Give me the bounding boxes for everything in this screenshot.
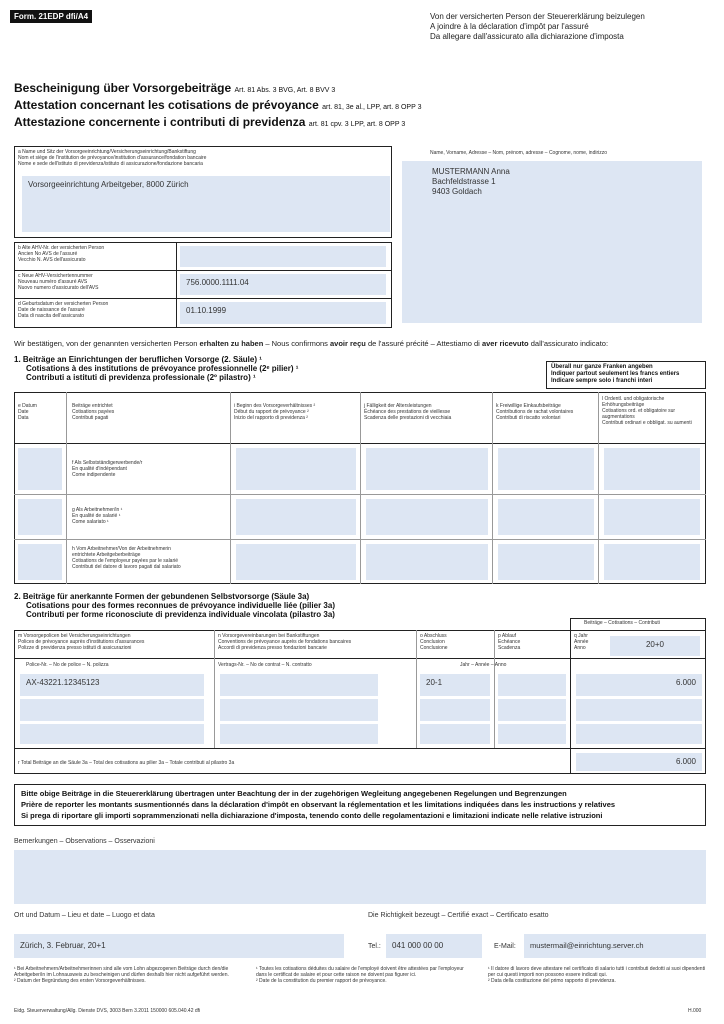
row-g-de: g Als Arbeitnehmer/in ¹ bbox=[72, 507, 123, 513]
total-3a-value-field[interactable]: 6.000 bbox=[576, 753, 702, 771]
total-3a-label: r Total Beiträge an die Säule 3a – Total des cotisations au pilier 3a – Totale contributi al pilastro 3a bbox=[18, 760, 235, 766]
col-m-header bbox=[18, 633, 144, 651]
email-field[interactable]: mustermail@einrichtung.server.ch bbox=[524, 934, 706, 958]
col-q-it: Anno bbox=[574, 645, 586, 651]
notice-de: Bitte obige Beiträge in die Steuererklärung übertragen unter Beachtung der in der zugehörigen Wegleitung angegebenen Regelungen und Begrenzungen bbox=[21, 789, 567, 798]
col-k-header bbox=[496, 403, 573, 421]
title-fr bbox=[14, 98, 421, 115]
row-h-maturity-field[interactable] bbox=[366, 544, 488, 580]
title-it-ref: art. 81 cpv. 3 LPP, art. 8 OPP 3 bbox=[308, 121, 406, 128]
row-f-buyin-field[interactable] bbox=[498, 448, 594, 490]
recipient-address-field[interactable] bbox=[402, 161, 702, 323]
place-date-label: Ort und Datum – Lieu et date – Luogo et data bbox=[14, 912, 155, 919]
col-n-header bbox=[218, 633, 351, 651]
row-h-date-field[interactable] bbox=[18, 544, 62, 580]
footnotes-fr bbox=[256, 966, 466, 984]
row-h-de: h Vom Arbeitnehmer/Von der Arbeitnehmerin bbox=[72, 546, 171, 552]
recipient-city: 9403 Goldach bbox=[432, 187, 482, 196]
section-b-label-de: b Alte AHV-Nr. der versicherten Person bbox=[18, 245, 105, 251]
row-f-begin-field[interactable] bbox=[236, 448, 356, 490]
notice-fr: Prière de reporter les montants susmentionnés dans la déclaration d'impôt en observant la réglementation et les limitations indiquées dans les instructions y relatives bbox=[21, 800, 616, 809]
col-p-de: p Ablauf bbox=[498, 633, 517, 639]
col-e-fr: Date bbox=[18, 409, 29, 415]
col-n-it: Accordi di previdenza presso fondazioni bancarie bbox=[218, 645, 327, 651]
confirmation-statement bbox=[14, 339, 608, 348]
police-number-label: Police-Nr. – No de police – N. polizza bbox=[26, 662, 109, 668]
sec2-col-divider-3 bbox=[494, 630, 495, 748]
col-k-de: k Freiwillige Einkaufsbeiträge bbox=[496, 403, 561, 409]
col-i-de: i Beginn des Vorsorgeverhältnisses ² bbox=[234, 403, 316, 409]
policy-number-field-1[interactable]: AX-43221.12345123 bbox=[20, 674, 204, 696]
col-o-header bbox=[420, 633, 448, 651]
section-b-label bbox=[18, 245, 104, 263]
col-m-de: m Vorsorgepolicen bei Versicherungseinrichtungen bbox=[18, 633, 131, 639]
title-it-main: Attestazione concernente i contributi di previdenza bbox=[14, 115, 306, 129]
confirm-text-4: dall'assicurato indicato: bbox=[528, 339, 609, 348]
col-p-header bbox=[498, 633, 520, 651]
row-f-de: f Als Selbstständigerwerbende/r bbox=[72, 460, 143, 466]
contribution-amount-field-1[interactable]: 6.000 bbox=[576, 674, 702, 696]
row-g-date-field[interactable] bbox=[18, 499, 62, 535]
section-1-title bbox=[14, 355, 298, 382]
row-h-label bbox=[72, 546, 181, 570]
conclusion-year-field-2[interactable] bbox=[420, 699, 490, 721]
expiry-year-field-1[interactable] bbox=[498, 674, 566, 696]
col-i-header bbox=[234, 403, 315, 421]
sec1-col-divider-3 bbox=[360, 392, 361, 584]
col-l-header bbox=[602, 396, 702, 426]
col-contrib-de: Beiträge entrichtet bbox=[72, 403, 113, 409]
section-c-label bbox=[18, 273, 98, 291]
col-m-it: Polizze di previdenza presso istituti di assicurazioni bbox=[18, 645, 132, 651]
expiry-year-field-2[interactable] bbox=[498, 699, 566, 721]
col-l-fr: Cotisations ord. et obligatoire sur augmentations bbox=[602, 408, 676, 420]
col-j-it: Scadenza delle prestazioni di vecchiaia bbox=[364, 415, 452, 421]
certified-label: Die Richtigkeit bezeugt – Certifié exact – Certificato esatto bbox=[368, 912, 549, 919]
row-g-begin-field[interactable] bbox=[236, 499, 356, 535]
row-f-label bbox=[72, 460, 142, 478]
col-o-it: Conclusione bbox=[420, 645, 448, 651]
col-p-fr: Echéance bbox=[498, 639, 521, 645]
section-a-label-de: a Name und Sitz der Vorsorgeeinrichtung/Versicherungseinrichtung/Bankstiftung bbox=[18, 149, 196, 155]
row-h-fr: Cotisations de l'employeur payées par le salarié bbox=[72, 558, 179, 564]
conclusion-year-field-1[interactable]: 20-1 bbox=[420, 674, 490, 696]
col-q-fr: Année bbox=[574, 639, 589, 645]
footnote-fr-2: ² Date de la constitution du premier rapport de prévoyance. bbox=[256, 978, 387, 984]
year-column-label: Jahr – Année – Anno bbox=[460, 662, 507, 668]
contribution-amount-field-3[interactable] bbox=[576, 724, 702, 744]
col-contrib-it: Contributi pagati bbox=[72, 415, 109, 421]
whole-francs-note bbox=[546, 361, 706, 389]
imprint-right: H.000 bbox=[688, 1008, 702, 1014]
row-h-increase-field[interactable] bbox=[604, 544, 700, 580]
confirm-text-1: Wir bestätigen, von der genannten versicherten Person bbox=[14, 339, 200, 348]
new-ahv-number-field[interactable]: 756.0000.1111.04 bbox=[180, 274, 386, 295]
institution-name-field[interactable]: Vorsorgeeinrichtung Arbeitgeber, 8000 Zürich bbox=[22, 176, 390, 232]
expiry-year-field-3[interactable] bbox=[498, 724, 566, 744]
row-g-label bbox=[72, 507, 122, 525]
row-f-maturity-field[interactable] bbox=[366, 448, 488, 490]
note-it: Indicare sempre solo i franchi interi bbox=[551, 378, 653, 384]
divider-cd bbox=[14, 298, 392, 299]
sec1-col-divider-1 bbox=[66, 392, 67, 584]
footnote-de-1: ¹ Bei Arbeitnehmern/Arbeitnehmerinnen sind alle vom Lohn abgezogenen Beiträge durch den/die Arbeitgeber/in im Lohnausweis zu bescheinigen und dürfen deshalb hier nicht aufgeführt werden. bbox=[14, 966, 229, 978]
note-de: Überall nur ganze Franken angeben bbox=[551, 364, 653, 370]
title-de-main: Bescheinigung über Vorsorgebeiträge bbox=[14, 81, 232, 95]
confirm-text-2: – Nous confirmons bbox=[263, 339, 330, 348]
title-it bbox=[14, 115, 421, 132]
row-g-increase-field[interactable] bbox=[604, 499, 700, 535]
imprint-left: Eidg. Steuerverwaltung/Allg. Dienste DVS, 3003 Bern 3.2011 150000 605.040.42 dfi bbox=[14, 1008, 201, 1014]
row-h-begin-field[interactable] bbox=[236, 544, 356, 580]
confirm-text-3: de l'assuré précité – Attestiamo di bbox=[365, 339, 482, 348]
remarks-label: Bemerkungen – Observations – Osservazioni bbox=[14, 838, 155, 845]
title-de bbox=[14, 81, 421, 98]
col-j-de: j Fälligkeit der Altersleistungen bbox=[364, 403, 432, 409]
section-c-label-it: Nuovo numero d'assicurato dell'AVS bbox=[18, 285, 99, 291]
contract-number-label: Vertrags-Nr. – No de contrat – N. contratto bbox=[218, 662, 312, 668]
phone-label: Tel.: bbox=[368, 943, 381, 950]
col-k-fr: Contributions de rachat volontaires bbox=[496, 409, 574, 415]
remarks-field[interactable] bbox=[14, 850, 706, 904]
col-o-de: o Abschluss bbox=[420, 633, 447, 639]
col-p-it: Scadenza bbox=[498, 645, 521, 651]
sec1-col-divider-2 bbox=[230, 392, 231, 584]
phone-field[interactable]: 041 000 00 00 bbox=[386, 934, 482, 958]
section-c-label-fr: Nouveau numéro d'assuré AVS bbox=[18, 279, 88, 285]
policy-number-field-2[interactable] bbox=[20, 699, 204, 721]
title-fr-main: Attestation concernant les cotisations de prévoyance bbox=[14, 98, 319, 112]
row-h-buyin-field[interactable] bbox=[498, 544, 594, 580]
col-contrib-header bbox=[72, 403, 114, 421]
recipient-street: Bachfeldstrasse 1 bbox=[432, 177, 496, 186]
email-label: E-Mail: bbox=[494, 943, 516, 950]
row-f-date-field[interactable] bbox=[18, 448, 62, 490]
section-2-title-de: 2. Beiträge für anerkannte Formen der gebundenen Selbstvorsorge (Säule 3a) bbox=[14, 592, 310, 601]
section-a-label-it: Nome e sede dell'istituto di previdenza/istituto di assicurazione/fondazione bancaria bbox=[18, 161, 203, 167]
sec1-col-divider-5 bbox=[598, 392, 599, 584]
row-f-it: Come indipendente bbox=[72, 472, 116, 478]
row-h-it: Contributi del datore di lavoro pagati dal salariato bbox=[72, 564, 181, 570]
section-2-amount-head: Beiträge – Cotisations – Contributi bbox=[584, 620, 660, 626]
row-f-increase-field[interactable] bbox=[604, 448, 700, 490]
contract-number-field-1[interactable] bbox=[220, 674, 378, 696]
section-b-label-fr: Ancien No AVS de l'assuré bbox=[18, 251, 78, 257]
footnotes-de bbox=[14, 966, 240, 984]
contribution-amount-field-2[interactable] bbox=[576, 699, 702, 721]
section-d-label-it: Data di nascita dell'assicurato bbox=[18, 313, 84, 319]
divider-bc bbox=[14, 270, 392, 271]
tax-return-notice bbox=[14, 784, 706, 826]
col-e-de: e Datum bbox=[18, 403, 37, 409]
title-de-ref: Art. 81 Abs. 3 BVG, Art. 8 BVV 3 bbox=[234, 87, 336, 94]
confirm-bold-3: aver ricevuto bbox=[481, 339, 529, 348]
col-q-header bbox=[574, 633, 588, 651]
sec2-col-divider-2 bbox=[416, 630, 417, 748]
section-d-label-fr: Date de naissance de l'assuré bbox=[18, 307, 85, 313]
section-2-title-fr: Cotisations pour des formes reconnues de prévoyance individuelle liée (pilier 3a) bbox=[26, 601, 335, 610]
form-id-badge: Form. 21EDP dfi/A4 bbox=[10, 10, 92, 23]
col-e-it: Data bbox=[18, 415, 29, 421]
footnote-it-2: ² Data della costituzione del primo rapporto di previdenza. bbox=[488, 978, 616, 984]
col-e-header bbox=[18, 403, 37, 421]
section-b-label-it: Vecchio N. AVS dell'assicurato bbox=[18, 257, 86, 263]
sec1-col-divider-4 bbox=[492, 392, 493, 584]
col-m-fr: Polices de prévoyance auprès d'institutions d'assurances bbox=[18, 639, 145, 645]
contract-number-field-3[interactable] bbox=[220, 724, 378, 744]
row-h-de2: entrichtete Arbeitgeberbeiträge bbox=[72, 552, 141, 558]
form-titles bbox=[14, 81, 421, 132]
row-g-maturity-field[interactable] bbox=[366, 499, 488, 535]
contribution-year-field[interactable]: 20+0 bbox=[610, 636, 700, 656]
col-n-fr: Conventions de prévoyance auprès de fondations bancaires bbox=[218, 639, 352, 645]
section-a-label-fr: Nom et siège de l'institution de prévoyance/institution d'assurance/fondation bancaire bbox=[18, 155, 207, 161]
col-l-it: Contributi ordinari e obbligat. su aumenti bbox=[602, 420, 692, 426]
confirm-bold-2: avoir reçu bbox=[330, 339, 366, 348]
footnote-de-2: ² Datum der Begründung des ersten Vorsorgeverhältnisses. bbox=[14, 978, 146, 984]
notice-it: Si prega di riportare gli importi soprammenzionati nella dichiarazione d'imposta, tenendo conto delle regolamentazioni e limitazioni indicate nelle relative istruzioni bbox=[21, 811, 603, 820]
col-i-fr: Début du rapport de prévoyance ² bbox=[234, 409, 309, 415]
section-d-label-de: d Geburtsdatum der versicherten Person bbox=[18, 301, 109, 307]
section-2-title-it: Contributi per forme riconosciute di previdenza individuale vincolata (pilastro 3a) bbox=[26, 610, 335, 619]
section-2-title bbox=[14, 592, 335, 619]
col-l-de: l Ordentl. und obligatorische Erhöhungsbeiträge bbox=[602, 396, 665, 408]
section-c-label-de: c Neue AHV-Versichertennummer bbox=[18, 273, 93, 279]
footnote-fr-1: ¹ Toutes les cotisations déduites du salaire de l'employé doivent être attestées par l'employeur dans le certificat de salaire et pour cette raison ne doivent pas figurer ici. bbox=[256, 966, 464, 978]
col-i-it: Inizio del rapporto di previdenza ² bbox=[234, 415, 308, 421]
contract-number-field-2[interactable] bbox=[220, 699, 378, 721]
col-q-de: q Jahr bbox=[574, 633, 588, 639]
section-1-title-it: Contributi a istituti di previdenza professionale (2º pilastro) ¹ bbox=[26, 373, 256, 382]
col-j-header bbox=[364, 403, 451, 421]
col-contrib-fr: Cotisations payées bbox=[72, 409, 115, 415]
section-d-label bbox=[18, 301, 108, 319]
attach-line-de: Von der versicherten Person der Steuererklärung beizulegen bbox=[430, 12, 645, 21]
footnotes-it bbox=[488, 966, 706, 984]
attach-line-it: Da allegare dall'assicurato alla dichiarazione d'imposta bbox=[430, 32, 624, 41]
attach-line-fr: A joindre à la déclaration d'impôt par l'assuré bbox=[430, 22, 589, 31]
conclusion-year-field-3[interactable] bbox=[420, 724, 490, 744]
section-1-title-fr: Cotisations à des institutions de prévoyance professionnelle (2ᵉ pilier) ¹ bbox=[26, 364, 299, 373]
row-g-buyin-field[interactable] bbox=[498, 499, 594, 535]
recipient-name: MUSTERMANN Anna bbox=[432, 167, 510, 176]
birth-date-field[interactable]: 01.10.1999 bbox=[180, 302, 386, 324]
row-g-fr: En qualité de salarié ¹ bbox=[72, 513, 121, 519]
old-ahv-number-field[interactable] bbox=[180, 246, 386, 267]
col-o-fr: Conclusion bbox=[420, 639, 445, 645]
confirm-bold-1: erhalten zu haben bbox=[199, 339, 264, 348]
footnote-it-1: ¹ Il datore di lavoro deve attestare nel certificato di salario tutti i contributi dedotti ai suoi dipendenti per cui questi importi non possono essere indicati qui. bbox=[488, 966, 706, 978]
policy-number-field-3[interactable] bbox=[20, 724, 204, 744]
divider-bcd-vertical bbox=[176, 242, 177, 328]
sec2-col-divider-1 bbox=[214, 630, 215, 748]
place-date-field[interactable]: Zürich, 3. Februar, 20+1 bbox=[14, 934, 344, 958]
section-a-label bbox=[18, 149, 206, 167]
note-fr: Indiquer partout seulement les francs entiers bbox=[551, 371, 680, 377]
attach-instructions bbox=[430, 12, 645, 42]
recipient-label: Name, Vorname, Adresse – Nom, prénom, adresse – Cognome, nome, indirizzo bbox=[430, 150, 608, 156]
title-fr-ref: art. 81, 3e al., LPP, art. 8 OPP 3 bbox=[322, 104, 422, 111]
col-k-it: Contributi di riscatto volontari bbox=[496, 415, 561, 421]
col-n-de: n Vorsorgevereinbarungen bei Bankstiftungen bbox=[218, 633, 320, 639]
row-f-fr: En qualité d'indépendant bbox=[72, 466, 127, 472]
row-g-it: Come salariato ¹ bbox=[72, 519, 109, 525]
col-j-fr: Échéance des prestations de vieillesse bbox=[364, 409, 451, 415]
section-1-title-de: 1. Beiträge an Einrichtungen der beruflichen Vorsorge (2. Säule) ¹ bbox=[14, 355, 262, 364]
